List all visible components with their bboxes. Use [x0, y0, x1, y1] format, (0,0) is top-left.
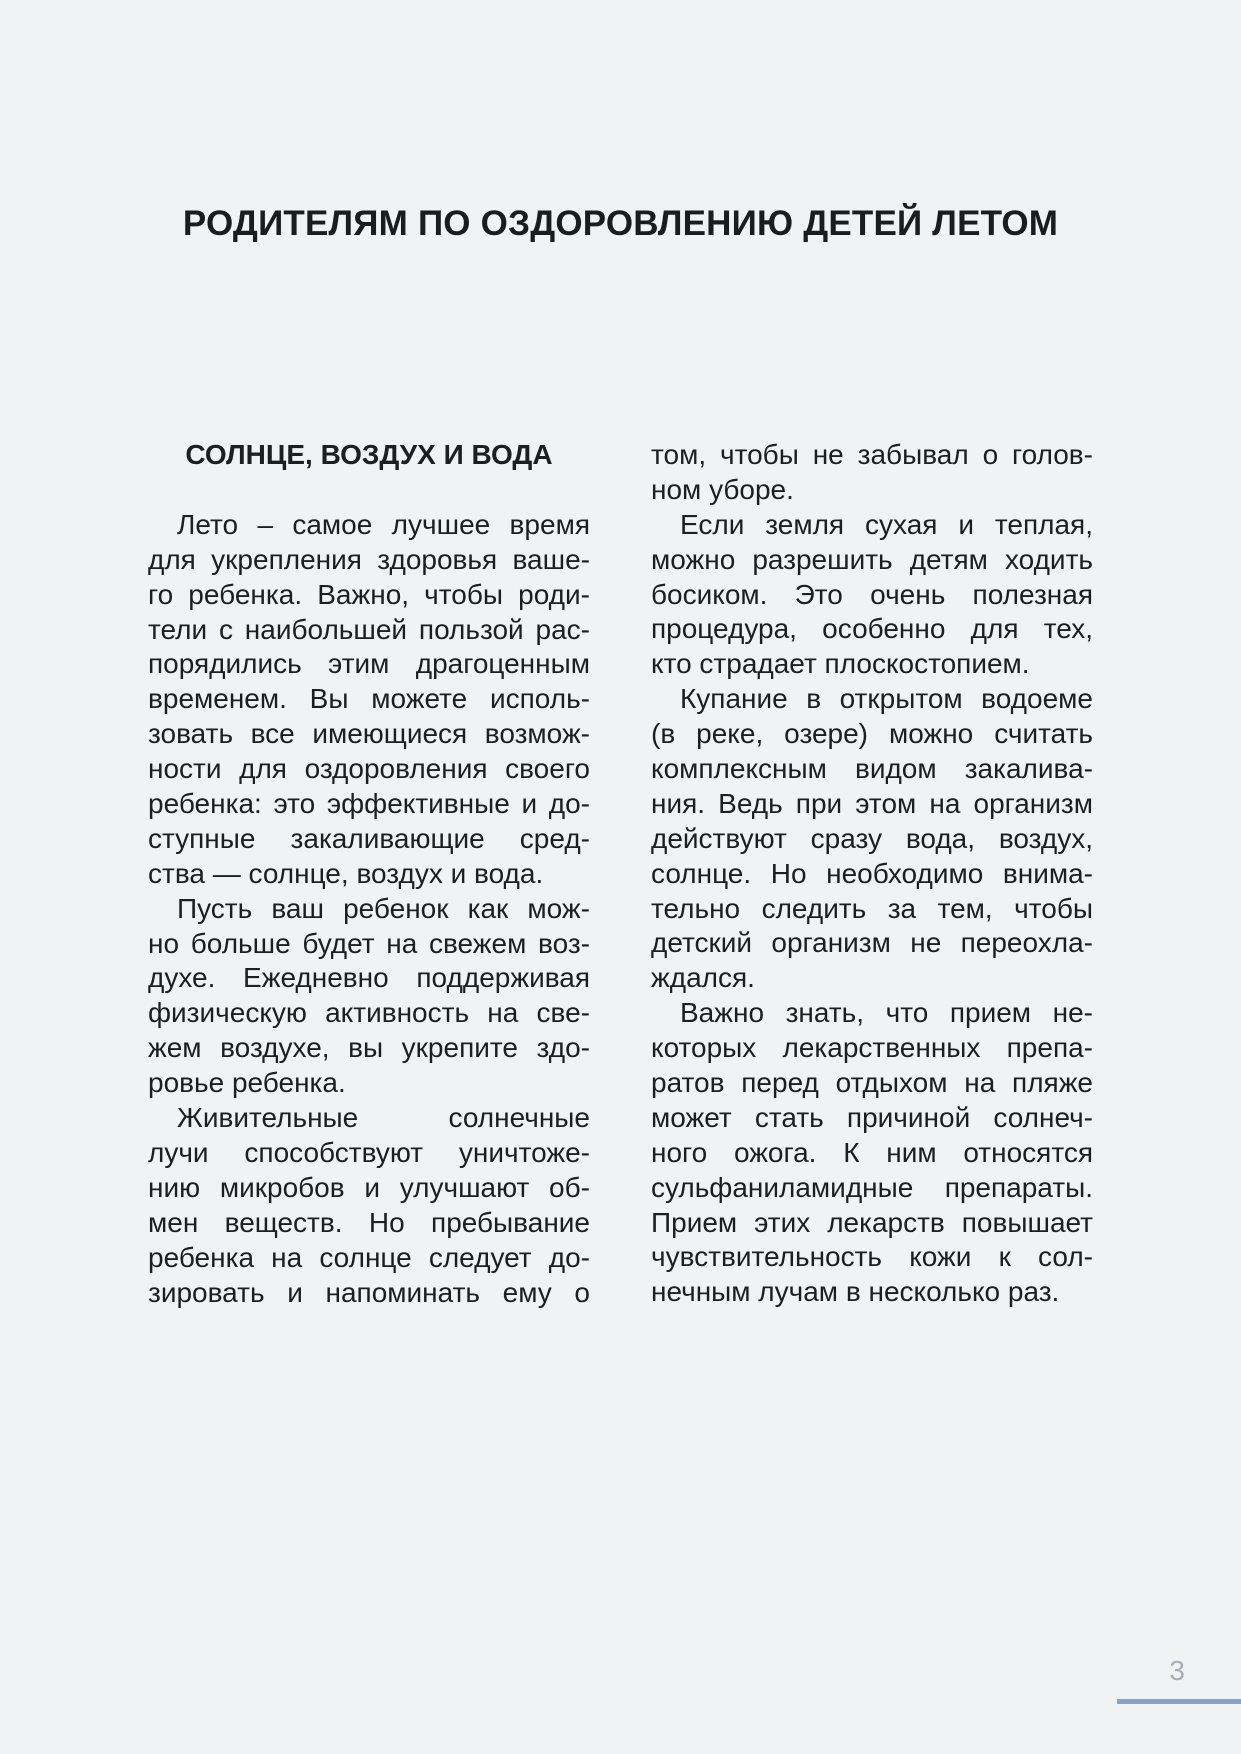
- text-line: ности для оздоровления своего: [148, 753, 590, 785]
- text-line: тели с наибольшей пользой рас-: [148, 613, 590, 645]
- right-column: [651, 438, 1093, 1310]
- text-line: процедура, особенно для тех,: [651, 613, 1093, 645]
- left-column: [148, 438, 590, 1310]
- text-line: зовать все имеющиеся возмож-: [148, 718, 590, 750]
- text-line: действуют сразу вода, воздух,: [651, 822, 1093, 854]
- text-line: зировать и напоминать ему о: [148, 1276, 590, 1308]
- text-line: ребенка на солнце следует до-: [148, 1241, 590, 1273]
- text-line: го ребенка. Важно, чтобы роди-: [148, 578, 590, 610]
- right-column-text: [651, 438, 1093, 1310]
- text-line: солнце. Но необходимо внима-: [651, 857, 1093, 889]
- text-line: ния. Ведь при этом на организм: [651, 787, 1093, 819]
- text-line: Купание в открытом водоеме: [680, 683, 1093, 715]
- text-line: жем воздухе, вы укрепите здо-: [148, 1032, 590, 1064]
- text-line: (в реке, озере) можно считать: [651, 718, 1093, 750]
- text-line: сульфаниламидные препараты.: [651, 1171, 1093, 1203]
- text-line: ровье ребенка.: [148, 1067, 346, 1099]
- text-line: нечным лучам в несколько раз.: [651, 1276, 1060, 1308]
- text-line: кто страдает плоскостопием.: [651, 648, 1030, 680]
- text-line: ного ожога. К ним относятся: [651, 1136, 1093, 1168]
- text-line: которых лекарственных препа-: [651, 1032, 1093, 1064]
- text-line: может стать причиной солнеч-: [651, 1101, 1093, 1133]
- text-line: Лето – самое лучшее время: [177, 508, 590, 540]
- text-line: босиком. Это очень полезная: [651, 578, 1093, 610]
- text-line: порядились этим драгоценным: [148, 648, 590, 680]
- page-number: 3: [1169, 1655, 1185, 1686]
- left-column-text: [148, 508, 590, 1310]
- text-line: духе. Ежедневно поддерживая: [148, 962, 590, 994]
- text-line: физическую активность на све-: [148, 997, 590, 1029]
- text-line: ребенка: это эффективные и до-: [148, 788, 590, 820]
- page-title: РОДИТЕЛЯМ ПО ОЗДОРОВЛЕНИЮ ДЕТЕЙ ЛЕТОМ: [182, 204, 1059, 243]
- text-line: нию микробов и улучшают об-: [148, 1171, 590, 1203]
- text-line: комплексным видом закалива-: [651, 753, 1093, 785]
- text-line: Если земля сухая и теплая,: [680, 508, 1093, 540]
- text-line: ждался.: [651, 962, 755, 994]
- text-line: тельно следить за тем, чтобы: [651, 892, 1093, 924]
- text-line: ном уборе.: [651, 473, 794, 505]
- text-line: Живительные солнечные: [177, 1102, 590, 1134]
- text-line: Пусть ваш ребенок как мож-: [177, 892, 590, 924]
- text-line: для укрепления здоровья ваше-: [148, 543, 590, 575]
- text-line: можно разрешить детям ходить: [651, 543, 1093, 575]
- text-line: ратов перед отдыхом на пляже: [651, 1067, 1093, 1099]
- text-line: ступные закаливающие сред-: [148, 822, 590, 854]
- text-line: Прием этих лекарств повышает: [651, 1206, 1093, 1238]
- text-line: Важно знать, что прием не-: [680, 997, 1093, 1029]
- text-line: временем. Вы можете исполь-: [148, 683, 590, 715]
- section-heading: СОЛНЦЕ, ВОЗДУХ И ВОДА: [185, 439, 553, 470]
- text-line: том, чтобы не забывал о голов-: [651, 439, 1093, 470]
- text-line: детский организм не переохла-: [651, 927, 1093, 959]
- text-line: лучи способствуют уничтоже-: [148, 1136, 590, 1168]
- text-line: мен веществ. Но пребывание: [148, 1206, 590, 1238]
- page-footer-rule: [1117, 1699, 1241, 1704]
- text-line: но больше будет на свежем воз-: [148, 927, 590, 959]
- text-line: ства — солнце, воздух и вода.: [148, 857, 544, 889]
- text-line: чувствительность кожи к сол-: [651, 1241, 1093, 1273]
